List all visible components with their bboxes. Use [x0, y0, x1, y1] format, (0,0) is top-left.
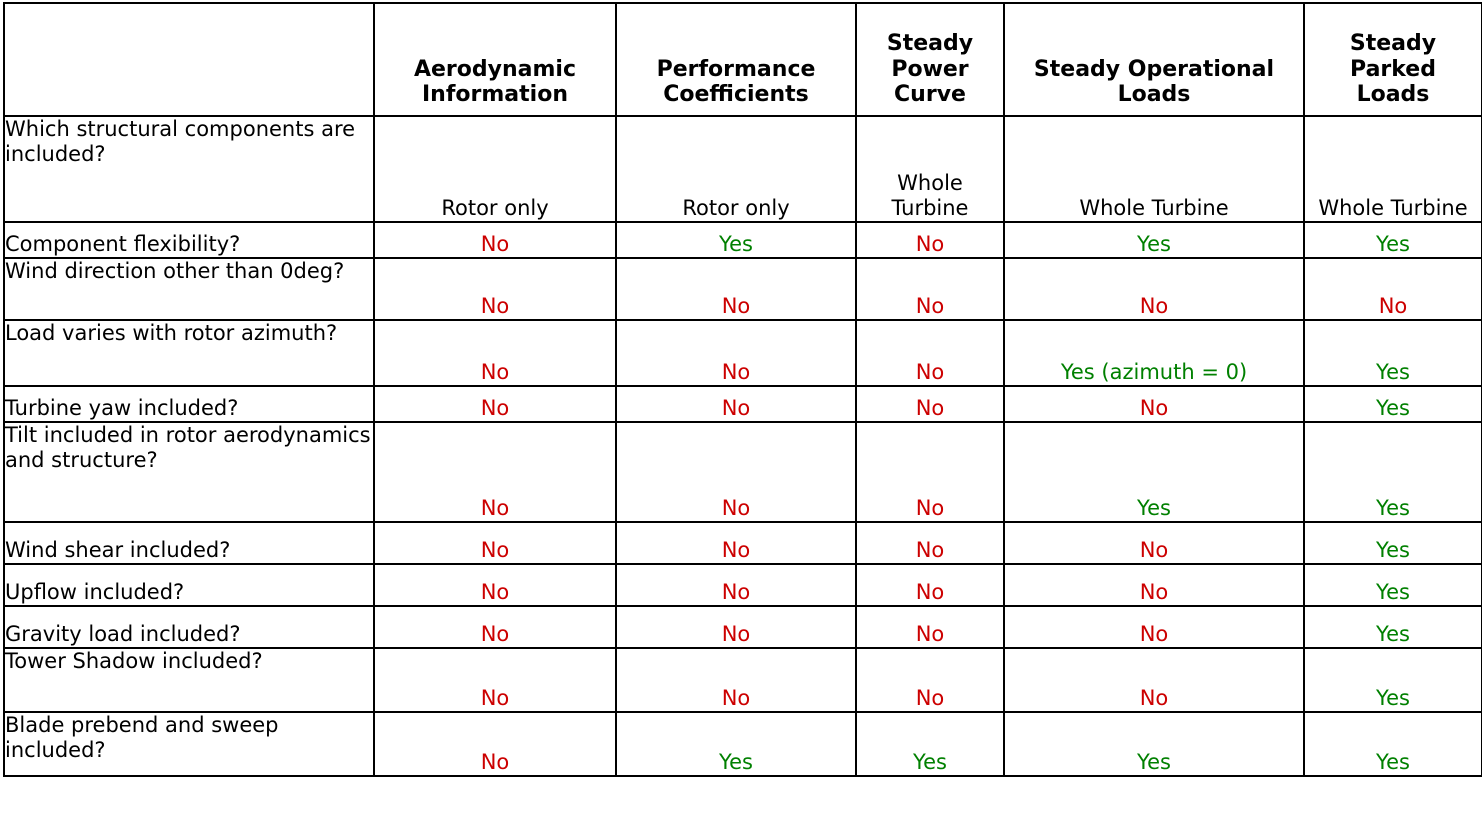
cell-value: No	[616, 258, 856, 320]
cell-value: Yes	[1304, 648, 1482, 712]
cell-value: No	[856, 648, 1004, 712]
cell-value: Whole Turbine	[1304, 116, 1482, 222]
cell-value: No	[616, 564, 856, 606]
cell-value: No	[1004, 648, 1304, 712]
cell-value: No	[374, 606, 616, 648]
table-row	[4, 320, 1482, 386]
cell-value: No	[856, 320, 1004, 386]
cell-value: No	[856, 386, 1004, 422]
cell-value: No	[374, 564, 616, 606]
cell-value: Whole Turbine	[1004, 116, 1304, 222]
cell-value: No	[1004, 386, 1304, 422]
row-label: Gravity load included?	[4, 606, 374, 648]
column-header-steady-parked-loads: Steady Parked Loads	[1304, 3, 1482, 116]
cell-value: No	[616, 522, 856, 564]
cell-value: No	[856, 522, 1004, 564]
cell-value: No	[616, 648, 856, 712]
cell-value: No	[374, 712, 616, 776]
cell-value: Yes	[1304, 386, 1482, 422]
cell-value: No	[856, 222, 1004, 258]
table-row	[4, 522, 1482, 564]
cell-value: No	[1004, 522, 1304, 564]
cell-value: Whole Turbine	[856, 116, 1004, 222]
column-header-steady-operational-loads: Steady Operational Loads	[1004, 3, 1304, 116]
column-header-performance-coefficients: Performance Coefficients	[616, 3, 856, 116]
cell-value: No	[374, 222, 616, 258]
column-header-aerodynamic-information: Aerodynamic Information	[374, 3, 616, 116]
cell-value: Yes	[616, 712, 856, 776]
cell-value: Yes	[856, 712, 1004, 776]
cell-value: No	[616, 386, 856, 422]
cell-value: Yes	[1304, 422, 1482, 522]
cell-value: Yes	[1304, 222, 1482, 258]
table-row	[4, 386, 1482, 422]
table-corner-cell	[4, 3, 374, 116]
row-label: Upflow included?	[4, 564, 374, 606]
table-row	[4, 606, 1482, 648]
cell-value: No	[856, 258, 1004, 320]
cell-value: Yes	[1304, 564, 1482, 606]
cell-value: No	[856, 564, 1004, 606]
cell-value: No	[374, 648, 616, 712]
cell-value: No	[616, 422, 856, 522]
table-row	[4, 648, 1482, 712]
row-label: Tower Shadow included?	[4, 648, 374, 712]
table-body	[4, 116, 1482, 776]
table-row	[4, 712, 1482, 776]
table-head	[4, 3, 1482, 116]
cell-value: No	[1004, 606, 1304, 648]
cell-value: Yes	[1304, 522, 1482, 564]
cell-value: No	[374, 258, 616, 320]
cell-value: No	[1004, 258, 1304, 320]
cell-value: Yes	[1004, 422, 1304, 522]
cell-value: Yes	[1004, 222, 1304, 258]
cell-value: Yes	[616, 222, 856, 258]
column-header-steady-power-curve: Steady Power Curve	[856, 3, 1004, 116]
row-label: Component flexibility?	[4, 222, 374, 258]
row-label: Load varies with rotor azimuth?	[4, 320, 374, 386]
cell-value: Yes	[1304, 320, 1482, 386]
row-label: Wind direction other than 0deg?	[4, 258, 374, 320]
cell-value: No	[616, 606, 856, 648]
cell-value: Rotor only	[616, 116, 856, 222]
analysis-comparison-table	[3, 2, 1482, 777]
cell-value: No	[374, 386, 616, 422]
cell-value: No	[374, 320, 616, 386]
cell-value: No	[374, 522, 616, 564]
cell-value: No	[616, 320, 856, 386]
cell-value: No	[1304, 258, 1482, 320]
row-label: Turbine yaw included?	[4, 386, 374, 422]
row-label: Tilt included in rotor aerodynamics and structure?	[4, 422, 374, 522]
row-label: Wind shear included?	[4, 522, 374, 564]
row-label: Which structural components are included?	[4, 116, 374, 222]
cell-value: Yes (azimuth = 0)	[1004, 320, 1304, 386]
cell-value: Yes	[1004, 712, 1304, 776]
cell-value: Rotor only	[374, 116, 616, 222]
table-row	[4, 422, 1482, 522]
comparison-table-container	[0, 2, 1482, 827]
table-row	[4, 116, 1482, 222]
cell-value: No	[1004, 564, 1304, 606]
table-row	[4, 258, 1482, 320]
table-header-row	[4, 3, 1482, 116]
table-row	[4, 564, 1482, 606]
cell-value: Yes	[1304, 606, 1482, 648]
cell-value: No	[856, 606, 1004, 648]
table-row	[4, 222, 1482, 258]
cell-value: Yes	[1304, 712, 1482, 776]
cell-value: No	[374, 422, 616, 522]
row-label: Blade prebend and sweep included?	[4, 712, 374, 776]
cell-value: No	[856, 422, 1004, 522]
